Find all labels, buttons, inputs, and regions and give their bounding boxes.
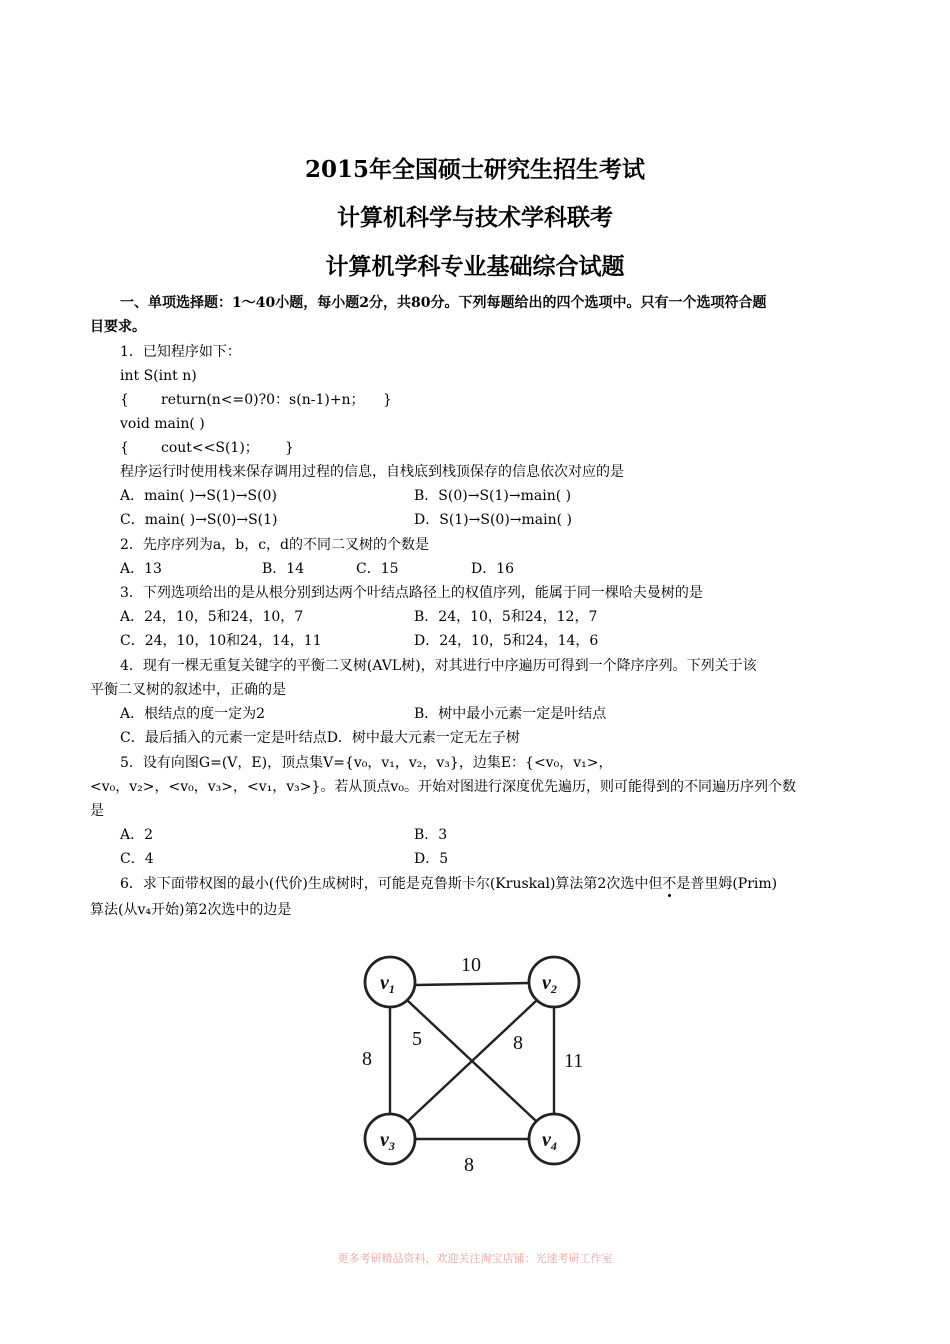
q5-stem-line3: 是 — [90, 803, 104, 819]
q5-stem-line2: <v₀，v₂>，<v₀，v₃>，<v₁，v₃>}。若从顶点v₀。开始对图进行深度优先遍历，则可能得到的不同遍历序列个数 — [90, 779, 796, 795]
q3-stem: 3．下列选项给出的是从根分别到达两个叶结点路径上的权值序列，能属于同一棵哈夫曼树的是 — [120, 585, 703, 601]
q5-option-a: A．2 — [120, 827, 154, 843]
q1-option-b: B．S(0)→S(1)→main( ) — [414, 488, 572, 504]
q3-option-d: D．24，10，5和24，14，6 — [414, 633, 599, 649]
exam-title: 2015年全国硕士研究生招生考试 — [304, 156, 645, 183]
section-heading-line2: 目要求。 — [90, 319, 146, 335]
weight-v1-v3: 8 — [362, 1048, 372, 1070]
q2-stem: 2．先序序列为a，b，c，d的不同二叉树的个数是 — [120, 537, 430, 553]
q1-option-c: C．main( )→S(0)→S(1) — [120, 512, 278, 528]
section-heading-line1: 一、单项选择题：1～40小题，每小题2分，共80分。下列每题给出的四个选项中。只有一个选项符合题 — [120, 295, 767, 311]
q1-code-line4: cout<<S(1)； — [161, 440, 259, 456]
weight-v2-v4: 11 — [564, 1050, 584, 1072]
paper-title: 计算机学科专业基础综合试题 — [325, 253, 625, 280]
q6-emphasis-not: 不 — [662, 876, 677, 892]
q6-stem-line2: 算法(从v₄开始)第2次选中的边是 — [90, 902, 292, 918]
q1-code-brace-close: } — [383, 392, 392, 408]
weight-v2-v3: 8 — [513, 1032, 523, 1054]
vertex-v2-label: $v_2$ — [542, 972, 557, 996]
weighted-graph-figure — [350, 945, 600, 1175]
q1-question: 程序运行时使用栈来保存调用过程的信息，自栈底到栈顶保存的信息依次对应的是 — [120, 464, 624, 480]
q5-stem-line1: 5．设有向图G=(V，E)，顶点集V={v₀，v₁，v₂，v₃}，边集E：{<v₀，v₁>， — [120, 755, 613, 771]
weight-v1-v4: 5 — [412, 1028, 422, 1050]
q2-option-b: B．14 — [262, 561, 305, 577]
q5-option-d: D．5 — [414, 851, 449, 867]
q1-code-brace-close2: } — [285, 440, 294, 456]
q2-option-d: D．16 — [471, 561, 515, 577]
exam-subtitle: 计算机科学与技术学科联考 — [337, 204, 613, 231]
q1-code-line1: int S(int n) — [120, 368, 197, 384]
q4-option-b: B．树中最小元素一定是叶结点 — [414, 706, 607, 722]
q3-option-a: A．24，10，5和24，10，7 — [120, 609, 304, 625]
weight-v3-v4: 8 — [464, 1154, 474, 1175]
q1-option-d: D．S(1)→S(0)→main( ) — [414, 512, 573, 528]
q1-code-brace-open2: { — [120, 440, 129, 456]
q6-stem-part1: 6．求下面带权图的最小(代价)生成树时，可能是克鲁斯卡尔(Kruskal)算法第2次选中但 — [120, 876, 663, 892]
q4-option-a: A．根结点的度一定为2 — [120, 706, 266, 722]
vertex-v3-label: $v_3$ — [380, 1129, 395, 1153]
q6-stem-line1 — [120, 874, 777, 894]
q3-option-c: C．24，10，10和24，14，11 — [120, 633, 322, 649]
q2-option-a: A．13 — [120, 561, 162, 577]
weight-v1-v2: 10 — [461, 954, 481, 976]
q1-code-line2: return(n<=0)?0：s(n-1)+n； — [161, 392, 365, 408]
q1-option-a: A．main( )→S(1)→S(0) — [120, 488, 277, 504]
q3-option-b: B．24，10，5和24，12，7 — [414, 609, 598, 625]
q1-code-line3: void main( ) — [120, 416, 205, 432]
q4-option-cd: C．最后插入的元素一定是叶结点D．树中最大元素一定无左子树 — [120, 730, 520, 746]
q1-stem: 1．已知程序如下： — [120, 344, 241, 360]
q5-option-b: B．3 — [414, 827, 448, 843]
q5-option-c: C．4 — [120, 851, 154, 867]
footer-watermark: 更多考研精品资料，欢迎关注淘宝店铺：光速考研工作室 — [337, 1252, 613, 1265]
q6-stem-part2: 是普里姆(Prim) — [676, 876, 778, 892]
q1-code-brace-open: { — [120, 392, 129, 408]
q4-stem-line1: 4．现有一棵无重复关键字的平衡二叉树(AVL树)，对其进行中序遍历可得到一个降序序列。下列关于该 — [120, 658, 757, 674]
vertex-v1-label: $v_1$ — [380, 972, 395, 996]
q2-option-c: C．15 — [356, 561, 399, 577]
vertex-v4-label: $v_4$ — [542, 1129, 557, 1153]
q4-stem-line2: 平衡二叉树的叙述中，正确的是 — [90, 682, 286, 698]
edge-v1-v2 — [416, 983, 530, 985]
